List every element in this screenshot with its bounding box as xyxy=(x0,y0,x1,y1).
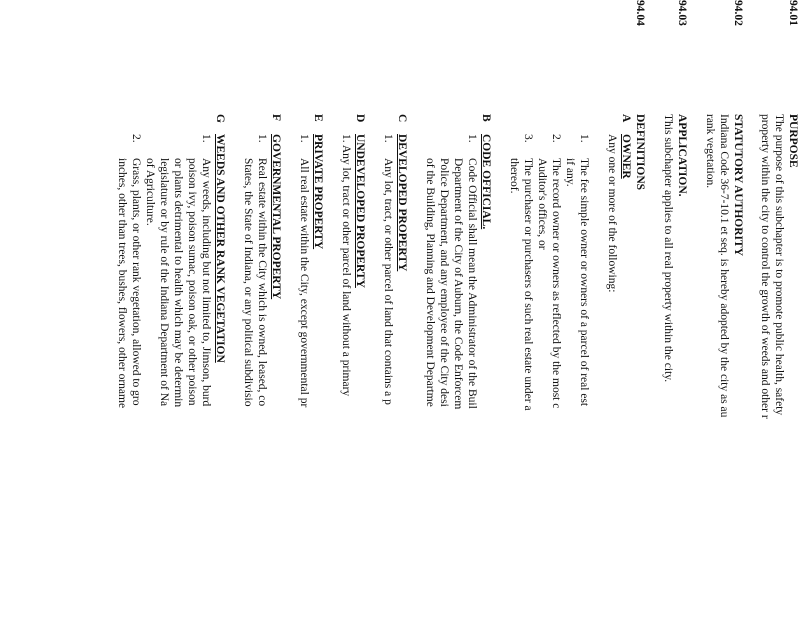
owner-item-3-number: 3. xyxy=(522,134,534,143)
authority-line-1: Indiana Code 36-7-10.1 et seq. is hereby adopted by the city as au xyxy=(718,114,730,418)
application-line-1: This subchapter applies to all real property within the city. xyxy=(662,114,674,383)
weeds-item-2-number: 2. xyxy=(130,134,142,143)
developed-number: 1. xyxy=(382,134,394,143)
code-official-line-4: of the Building, Planning and Development Departme xyxy=(424,158,436,407)
owner-item-1-line-2: if any. xyxy=(564,158,576,187)
owner-heading: OWNER xyxy=(620,134,632,179)
governmental-letter: F xyxy=(270,114,282,122)
code-official-line-1: Code Official shall mean the Administrator of the Buil xyxy=(466,158,478,409)
purpose-heading: PURPOSE xyxy=(787,114,799,168)
authority-heading: STATUTORY AUTHORITY xyxy=(732,114,744,256)
weeds-item-2-line-2: inches, other than trees, bushes, flowers, other orname xyxy=(116,158,128,409)
owner-item-2-line-1: The record owner or owners as reflected by the most c xyxy=(550,158,562,409)
section-number-94-02: 94.02 xyxy=(732,0,744,26)
undeveloped-line-1: 1. Any lot, tract or other parcel of land without a primary xyxy=(340,134,352,397)
owner-item-3-line-1: The purchaser or purchasers of such real estate under a xyxy=(522,158,534,411)
code-official-letter: B xyxy=(480,114,492,122)
section-number-94-03: 94.03 xyxy=(676,0,688,26)
owner-intro: Any one or more of the following: xyxy=(606,134,618,293)
developed-letter: C xyxy=(396,114,408,123)
owner-item-3-line-2: thereof. xyxy=(508,158,520,194)
weeds-heading: WEEDS AND OTHER RANK VEGETATION xyxy=(214,134,226,363)
developed-heading: DEVELOPED PROPERTY xyxy=(396,134,408,272)
section-number-94-01: 94.01 xyxy=(787,0,799,26)
purpose-line-1: The purpose of this subchapter is to promote public health, safety xyxy=(773,114,785,416)
owner-item-2-line-2: Auditor's offices, or xyxy=(536,158,548,250)
undeveloped-letter: D xyxy=(354,114,366,123)
governmental-line-1: Real estate within the City which is owned, leased, co xyxy=(256,158,268,407)
authority-line-2: rank vegetation. xyxy=(704,114,716,189)
weeds-item-1-line-5: of Agriculture. xyxy=(144,158,156,226)
code-official-line-2: Department of the City of Auburn, the Code Enforcem xyxy=(452,158,464,410)
private-line-1: All real estate within the City, except governmental pr xyxy=(298,158,310,408)
weeds-item-1-line-1: Any weeds, including but not limited to, Jimson, burd xyxy=(200,158,212,407)
private-heading: PRIVATE PROPERTY xyxy=(312,134,324,250)
weeds-letter: G xyxy=(214,114,226,123)
application-heading: APPLICATION. xyxy=(676,114,688,197)
weeds-item-1-line-3: or plants detrimental to health which may be determin xyxy=(172,158,184,408)
code-official-line-3: Police Department, and any employee of the City desi xyxy=(438,158,450,407)
owner-letter: A xyxy=(620,114,632,123)
owner-item-2-number: 2. xyxy=(550,134,562,143)
weeds-item-1-line-2: poison ivy, poison sumac, poison oak, or other poison xyxy=(186,158,198,406)
governmental-line-2: States, the State of Indiana, or any political subdivisio xyxy=(242,158,254,407)
definitions-heading: DEFINITIONS xyxy=(634,114,646,191)
code-official-heading: CODE OFFICIAL. xyxy=(480,134,492,230)
developed-line-1: Any lot, tract, or other parcel of land that contains a p xyxy=(382,158,394,405)
owner-item-1-line-1: The fee simple owner or owners of a parcel of real est xyxy=(578,158,590,407)
private-letter: E xyxy=(312,114,324,122)
weeds-item-1-line-4: legislature or by rule of the Indiana Department of Na xyxy=(158,158,170,407)
governmental-number: 1. xyxy=(256,134,268,143)
weeds-item-2-line-1: Grass, plants, or other rank vegetation, allowed to gro xyxy=(130,158,142,406)
governmental-heading: GOVERNMENTAL PROPERTY xyxy=(270,134,282,300)
weeds-item-1-number: 1. xyxy=(200,134,212,143)
private-number: 1. xyxy=(298,134,310,143)
owner-item-1-number: 1. xyxy=(578,134,590,143)
undeveloped-heading: UNDEVELOPED PROPERTY xyxy=(354,134,366,288)
section-number-94-04: 94.04 xyxy=(634,0,646,26)
purpose-line-2: property within the city to control the growth of weeds and other r xyxy=(759,114,771,419)
code-official-number: 1. xyxy=(466,134,478,143)
